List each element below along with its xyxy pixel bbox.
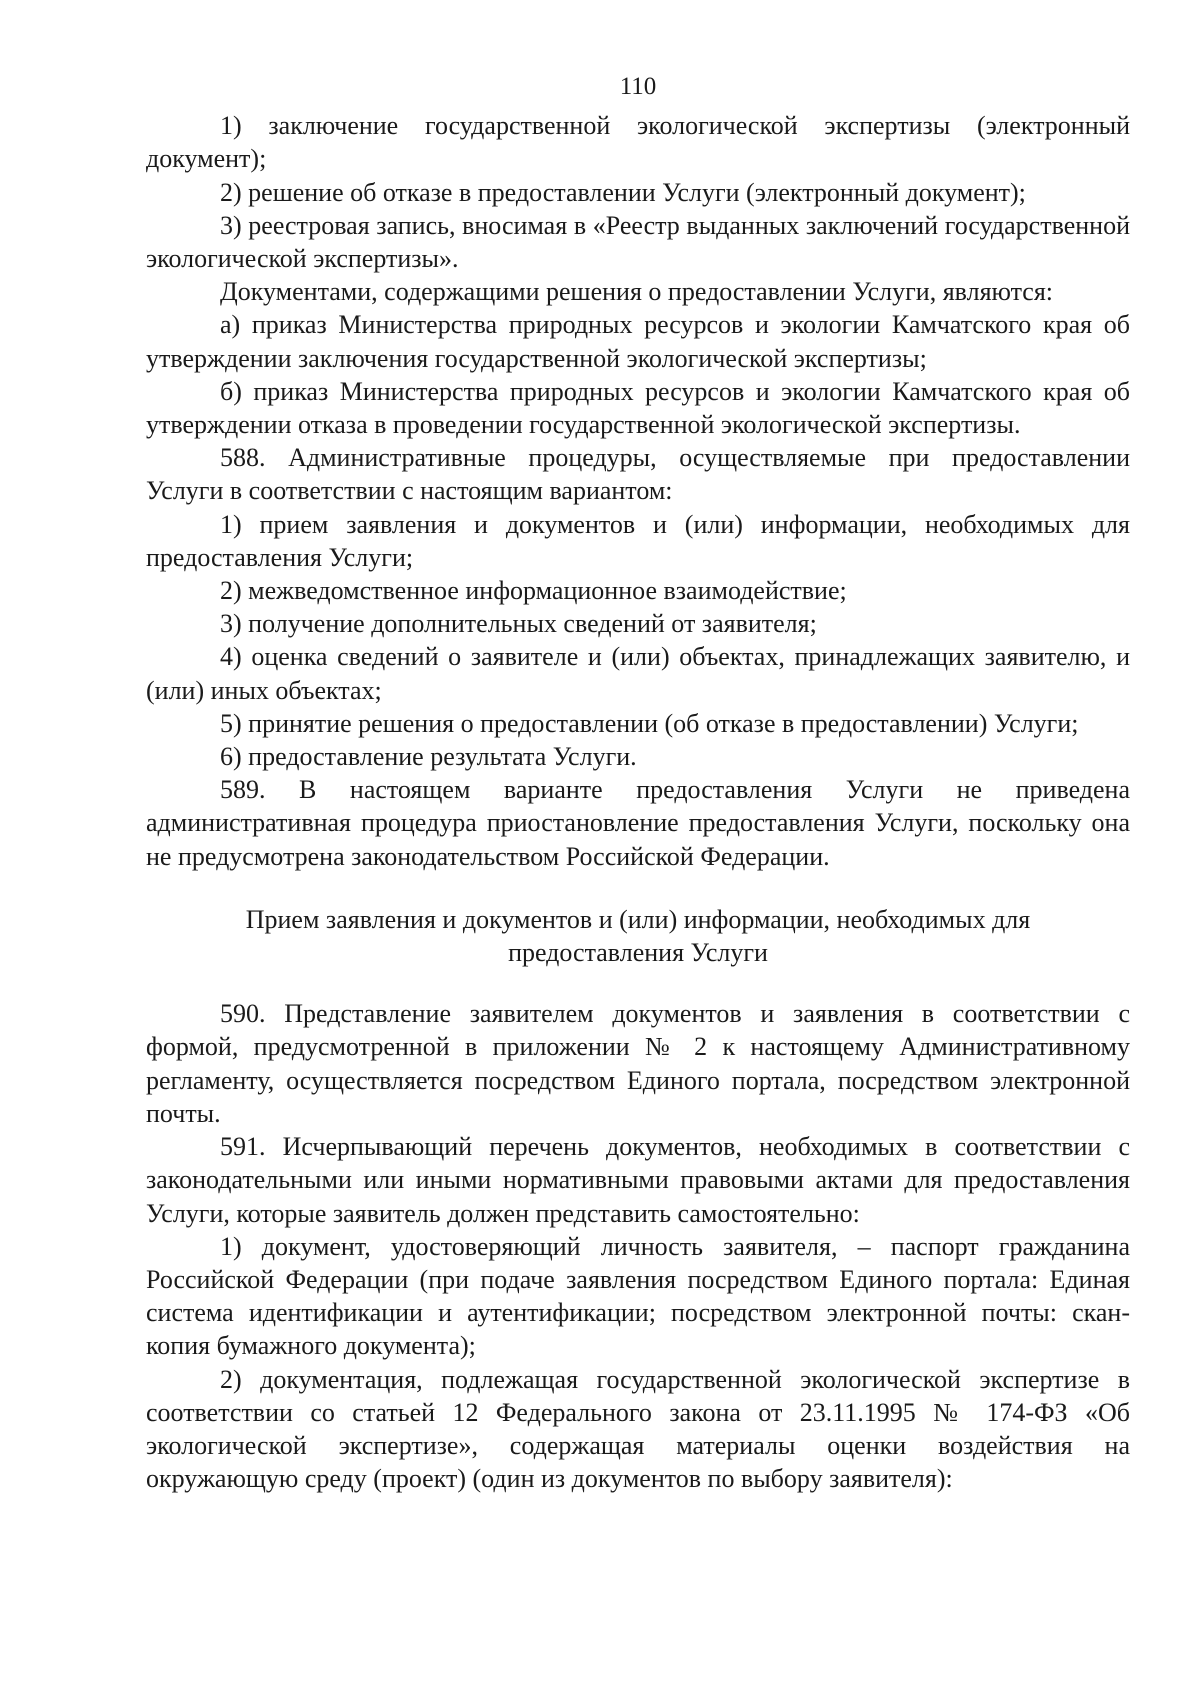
section-heading-line: предоставления Услуги	[508, 938, 768, 968]
paragraph: 1) документ, удостоверяющий личность заявителя, – паспорт гражданина Российской Федерации (при подаче заявления посредством Единого портала: Единая система идентификации и аутентификации; посредством электронной почты: скан-копия бумажного документа);	[146, 1231, 1130, 1361]
paragraph: Документами, содержащими решения о предоставлении Услуги, являются:	[220, 277, 1054, 307]
section-heading-line: Прием заявления и документов и (или) информации, необходимых для	[245, 904, 1031, 934]
paragraph: б) приказ Министерства природных ресурсов и экологии Камчатского края об утверждении отказа в проведении государственной экологической экспертизы.	[146, 376, 1130, 440]
paragraph: 2) документация, подлежащая государственной экологической экспертизе в соответствии со статьей 12 Федерального закона от 23.11.1995 № 174-ФЗ «Об экологической экспертизе», содержащая материалы оценки воздействия на окружающую среду (проект) (один из документов по выбору заявителя):	[146, 1364, 1130, 1494]
paragraph: 4) оценка сведений о заявителе и (или) объектах, принадлежащих заявителю, и (или) иных объектах;	[146, 642, 1130, 705]
paragraph: 3) получение дополнительных сведений от заявителя;	[220, 609, 817, 639]
paragraph: 1) прием заявления и документов и (или) информации, необходимых для предоставления Услуги;	[146, 509, 1130, 572]
paragraph: 589. В настоящем варианте предоставления Услуги не приведена административная процедура приостановление предоставления Услуги, поскольку она не предусмотрена законодательством Российской Федерации.	[146, 775, 1130, 871]
document-body	[146, 70, 1130, 1495]
section-heading	[146, 903, 1130, 969]
paragraph: 6) предоставление результата Услуги.	[220, 742, 637, 772]
paragraph: 2) межведомственное информационное взаимодействие;	[220, 576, 847, 606]
paragraph: а) приказ Министерства природных ресурсов и экологии Камчатского края об утверждении заключения государственной экологической экспертизы;	[146, 310, 1130, 373]
paragraph: 1) заключение государственной экологической экспертизы (электронный документ);	[146, 111, 1130, 174]
paragraph: 591. Исчерпывающий перечень документов, необходимых в соответствии с законодательными или иными нормативными правовыми актами для предоставления Услуги, которые заявитель должен представить самостоятельно:	[146, 1132, 1130, 1228]
paragraph: 588. Административные процедуры, осуществляемые при предоставлении Услуги в соответствии с настоящим вариантом:	[146, 443, 1130, 506]
page-number: 110	[619, 73, 657, 100]
paragraph: 3) реестровая запись, вносимая в «Реестр выданных заключений государственной экологической экспертизы».	[146, 210, 1130, 274]
paragraph: 590. Представление заявителем документов и заявления в соответствии с формой, предусмотренной в приложении № 2 к настоящему Административному регламенту, осуществляется посредством Единого портала, посредством электронной почты.	[146, 999, 1130, 1128]
paragraph: 2) решение об отказе в предоставлении Услуги (электронный документ);	[220, 177, 1026, 207]
paragraph: 5) принятие решения о предоставлении (об отказе в предоставлении) Услуги;	[220, 708, 1079, 738]
